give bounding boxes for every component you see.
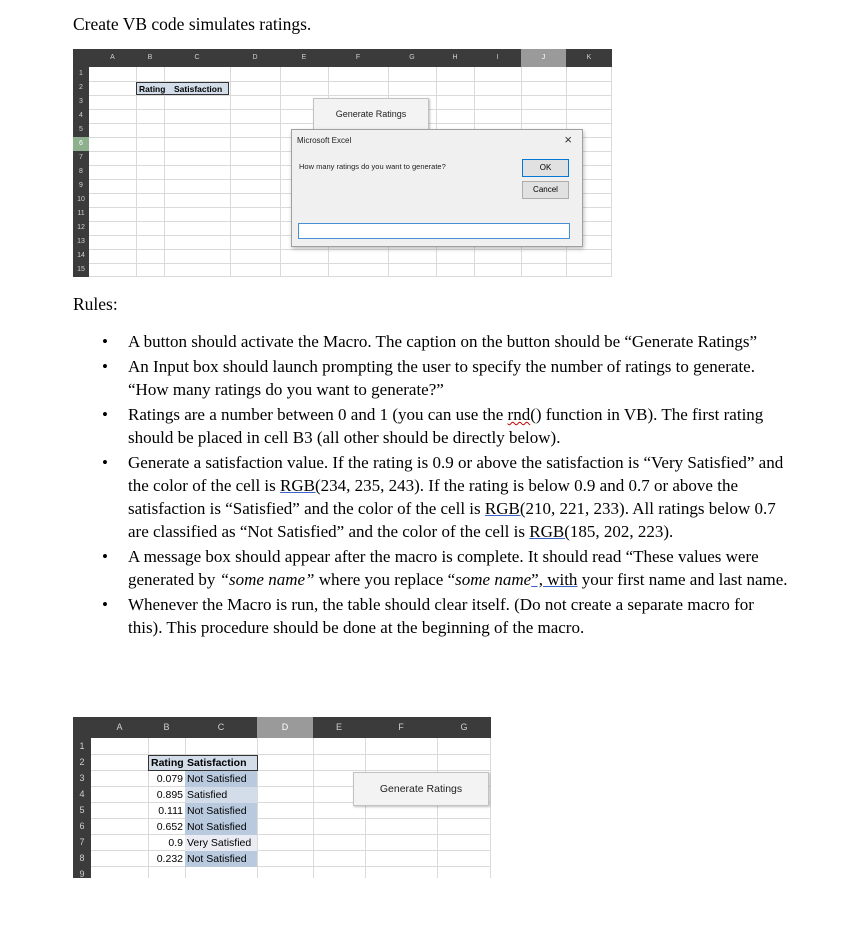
close-icon[interactable]: × <box>564 132 572 147</box>
row-header[interactable]: 15 <box>77 266 85 273</box>
satisfaction-cell[interactable]: Not Satisfied <box>185 771 257 787</box>
bullet-icon: • <box>102 332 108 351</box>
column-header-bar <box>73 717 491 738</box>
table-header[interactable] <box>148 755 258 771</box>
spreadsheet-with-dialog <box>73 49 612 277</box>
bullet-icon: • <box>102 547 108 566</box>
ok-button[interactable]: OK <box>522 159 569 177</box>
row-header[interactable]: 3 <box>79 773 85 783</box>
bullet-icon: • <box>102 453 108 472</box>
column-header[interactable]: F <box>398 722 404 732</box>
row-header[interactable]: 5 <box>79 126 83 133</box>
column-header[interactable]: B <box>147 54 153 61</box>
generate-ratings-button[interactable]: Generate Ratings <box>353 772 489 806</box>
cancel-button[interactable]: Cancel <box>522 181 569 199</box>
column-header[interactable]: B <box>163 722 170 732</box>
row-header[interactable]: 8 <box>79 168 83 175</box>
rating-cell[interactable]: 0.079 <box>156 773 183 785</box>
rating-cell[interactable]: 0.111 <box>158 805 183 817</box>
column-header-selected[interactable]: D <box>257 717 313 738</box>
input-dialog <box>291 129 583 247</box>
row-header[interactable]: 4 <box>79 112 83 119</box>
rating-cell[interactable]: 0.9 <box>168 837 183 849</box>
rule-item: • A message box should appear after the macro is complete. It should read “These values were generated by “some name” where you replace “some name”, with your first name and last name. <box>102 547 788 589</box>
column-header-bar <box>73 49 612 67</box>
spreadsheet-result <box>73 717 491 878</box>
rule-item: • A button should activate the Macro. The caption on the button should be “Generate Ratings” <box>102 332 757 351</box>
satisfaction-cell[interactable]: Satisfied <box>185 787 257 803</box>
header-rating: Rating <box>151 757 184 769</box>
row-header[interactable]: 13 <box>77 238 85 245</box>
rule-item: • Whenever the Macro is run, the table should clear itself. (Do not create a separate macro for this). This procedure should be done at the beginning of the macro. <box>102 595 754 637</box>
column-header-selected[interactable]: J <box>521 49 566 67</box>
header-satisfaction: Satisfaction <box>174 84 223 94</box>
column-header[interactable]: E <box>335 722 342 732</box>
rating-cell[interactable]: 0.895 <box>156 789 183 801</box>
row-header[interactable]: 1 <box>79 741 85 751</box>
row-header[interactable]: 8 <box>79 853 85 863</box>
row-header[interactable]: 6 <box>79 821 85 831</box>
column-header[interactable]: G <box>409 54 415 61</box>
dialog-prompt: How many ratings do you want to generate? <box>299 162 446 171</box>
column-header[interactable]: F <box>355 54 361 61</box>
rating-cell[interactable]: 0.232 <box>156 853 183 865</box>
row-header-selected[interactable]: 6 <box>73 137 89 151</box>
row-header[interactable]: 1 <box>79 70 83 77</box>
rule-item: • Generate a satisfaction value. If the rating is 0.9 or above the satisfaction is “Very Satisfied” and the color of the cell is RGB(234, 235, 243). If the rating is below 0.9 and 0.7 or above the satisfaction is “Satisfied” and the color of the cell is RGB(210, 221, 233). All ratings below 0.7 are classified as “Not Satisfied” and the color of the cell is RGB(185, 202, 223). <box>102 453 784 541</box>
row-header[interactable]: 5 <box>79 805 85 815</box>
row-header-bar <box>73 738 91 878</box>
header-satisfaction: Satisfaction <box>187 757 247 769</box>
satisfaction-cell[interactable]: Not Satisfied <box>185 819 257 835</box>
row-header[interactable]: 3 <box>79 98 83 105</box>
rule-item: • Ratings are a number between 0 and 1 (you can use the rnd() function in VB). The first rating should be placed in cell B3 (all other should be directly below). <box>102 405 764 447</box>
satisfaction-cell[interactable]: Very Satisfied <box>185 835 257 851</box>
column-header[interactable]: E <box>301 54 307 61</box>
column-header[interactable]: I <box>496 54 499 61</box>
table-header[interactable] <box>136 82 229 95</box>
number-input[interactable] <box>298 223 570 239</box>
column-header[interactable]: C <box>194 54 200 61</box>
header-rating: Rating <box>139 84 166 94</box>
rating-cell[interactable]: 0.652 <box>156 821 183 833</box>
row-header[interactable]: 11 <box>77 210 85 217</box>
bullet-icon: • <box>102 595 108 614</box>
column-header[interactable]: A <box>116 722 123 732</box>
column-header[interactable]: H <box>452 54 458 61</box>
row-header[interactable]: 7 <box>79 837 85 847</box>
document-title: Create VB code simulates ratings. <box>73 14 312 34</box>
row-header[interactable]: 2 <box>79 757 85 767</box>
column-header[interactable]: D <box>252 54 258 61</box>
row-header[interactable]: 10 <box>77 196 85 203</box>
dialog-title: Microsoft Excel <box>297 136 352 145</box>
rule-item: • An Input box should launch prompting the user to specify the number of ratings to generate. “How many ratings do you want to generate?” <box>102 357 755 399</box>
row-header[interactable]: 9 <box>79 869 85 878</box>
satisfaction-cell[interactable]: Not Satisfied <box>185 851 257 867</box>
row-header[interactable]: 2 <box>79 84 83 91</box>
rules-heading: Rules: <box>73 294 118 314</box>
rules-list <box>73 330 789 641</box>
generate-ratings-button[interactable]: Generate Ratings <box>313 98 429 130</box>
bullet-icon: • <box>102 405 108 424</box>
row-header[interactable]: 4 <box>79 789 85 799</box>
row-header[interactable]: 7 <box>79 154 83 161</box>
column-header[interactable]: G <box>460 722 468 732</box>
row-header[interactable]: 14 <box>77 252 85 259</box>
column-header[interactable]: K <box>586 54 592 61</box>
column-header[interactable]: C <box>217 722 225 732</box>
bullet-icon: • <box>102 357 108 376</box>
row-header[interactable]: 12 <box>77 224 85 231</box>
satisfaction-cell[interactable]: Not Satisfied <box>185 803 257 819</box>
row-header[interactable]: 9 <box>79 182 83 189</box>
column-header[interactable]: A <box>110 54 115 61</box>
row-header-bar <box>73 67 89 277</box>
